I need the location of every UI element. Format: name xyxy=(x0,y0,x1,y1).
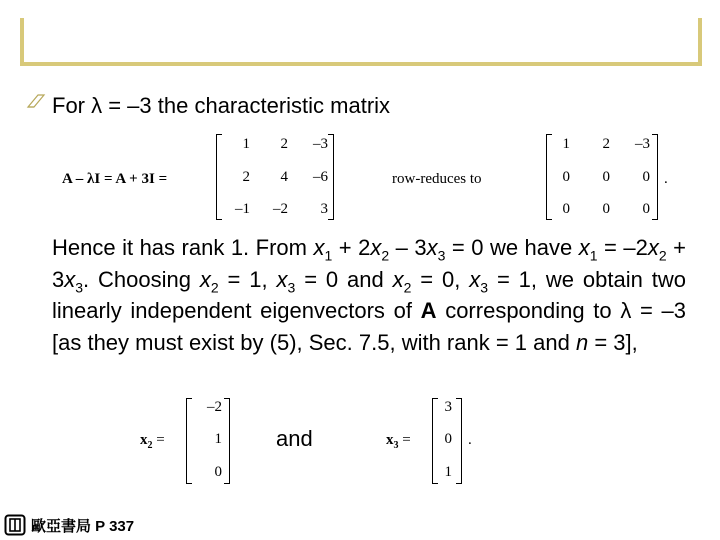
var-x: x xyxy=(386,432,394,448)
footer-publisher: 歐亞書局 P 337 xyxy=(31,518,135,535)
vector-period: . xyxy=(468,432,472,448)
var-x: x xyxy=(578,235,590,260)
vector-x2-cell: 0 xyxy=(214,464,222,480)
vector-x2-cell: 1 xyxy=(214,431,222,447)
text-run: = 0, xyxy=(411,266,470,292)
text-run: = 0 we have xyxy=(445,235,579,260)
var-x: x xyxy=(64,266,76,292)
row-reduces-text: row-reduces to xyxy=(392,171,482,187)
text-run: corresponding to λ = –3 [as they must exist by (5), Sec. 7.5, with rank = 1 and xyxy=(52,298,686,355)
text-run: – 3 xyxy=(389,235,427,260)
text-run: + 2 xyxy=(332,235,371,260)
var-x: x xyxy=(426,235,438,260)
subscript: 3 xyxy=(393,440,399,451)
explanation-paragraph xyxy=(52,232,686,358)
matrix-b-cell: 1 xyxy=(562,136,570,152)
var-x: x xyxy=(140,432,148,448)
subscript: 3 xyxy=(287,278,296,295)
matrix-b-cell: 0 xyxy=(562,201,570,217)
text-run: = –2 xyxy=(597,235,648,260)
vector-x2-cell: –2 xyxy=(207,399,222,415)
subscript: 2 xyxy=(381,247,390,264)
matrix-a-cell: –2 xyxy=(273,201,288,217)
vector-x2 xyxy=(186,398,236,484)
subscript: 1 xyxy=(589,247,598,264)
subscript: 2 xyxy=(403,278,412,295)
slide-heading: For λ = –3 the characteristic matrix xyxy=(52,93,391,118)
matrix-b xyxy=(546,134,666,220)
matrix-a-cell: 2 xyxy=(242,169,250,185)
matrix-b-cell: 0 xyxy=(642,169,650,185)
text-run: . Choosing xyxy=(83,266,200,292)
vector-x3-label xyxy=(386,432,411,451)
var-x: x xyxy=(313,235,325,260)
matrix-a-cell: 4 xyxy=(280,169,288,185)
equals-sign: = xyxy=(152,432,165,448)
matrix-b-cell: 2 xyxy=(602,136,610,152)
matrix-a-cell: 3 xyxy=(320,201,328,217)
matrix-b-cell: 0 xyxy=(602,169,610,185)
vector-x3-cell: 1 xyxy=(444,464,452,480)
matrix-a-cell: –6 xyxy=(313,169,328,185)
vector-x3-cell: 0 xyxy=(444,431,452,447)
vector-x3 xyxy=(432,398,472,484)
matrix-b-cell: –3 xyxy=(635,136,650,152)
matrix-a-cell: –3 xyxy=(313,136,328,152)
subscript: 3 xyxy=(437,247,446,264)
subscript: 2 xyxy=(147,440,153,451)
matrix-a-cell: 2 xyxy=(280,136,288,152)
subscript: 2 xyxy=(658,247,667,264)
text-run: = 1, we obtain two linearly independent eigenvectors of xyxy=(52,266,686,323)
var-x: x xyxy=(199,266,211,292)
matrix-a xyxy=(216,134,336,220)
equation-period: . xyxy=(664,171,668,187)
var-x: x xyxy=(469,266,481,292)
subscript: 3 xyxy=(480,278,489,295)
subscript: 1 xyxy=(324,247,333,264)
frame-left-bar xyxy=(20,18,24,66)
equals-sign: = xyxy=(398,432,411,448)
matrix-b-cell: 0 xyxy=(562,169,570,185)
text-run: = 3], xyxy=(588,329,638,355)
subscript: 3 xyxy=(75,278,84,295)
bullet-icon xyxy=(26,93,46,109)
matrix-b-cell: 0 xyxy=(602,201,610,217)
text-run: = 0 and xyxy=(295,266,393,292)
var-x: x xyxy=(370,235,382,260)
matrix-a-symbol: A xyxy=(420,298,437,323)
vector-x3-cell: 3 xyxy=(444,399,452,415)
matrix-a-cell: 1 xyxy=(242,136,250,152)
var-x: x xyxy=(647,235,659,260)
frame-top-rule xyxy=(20,62,702,66)
and-text: and xyxy=(276,426,313,451)
var-x: x xyxy=(392,266,404,292)
matrix-a-cell: –1 xyxy=(235,201,250,217)
text-run: = 1, xyxy=(218,266,277,292)
text-run: Hence it has rank 1. From xyxy=(52,235,314,260)
vector-x2-label xyxy=(140,432,165,451)
matrix-b-cell: 0 xyxy=(642,201,650,217)
equation-lhs: A – λI = A + 3I = xyxy=(62,171,168,187)
subscript: 2 xyxy=(210,278,219,295)
text-run: + 3 xyxy=(52,235,686,292)
publisher-logo-icon xyxy=(4,514,26,536)
frame-right-bar xyxy=(698,18,702,66)
var-n: n xyxy=(575,329,589,355)
var-x: x xyxy=(276,266,288,292)
